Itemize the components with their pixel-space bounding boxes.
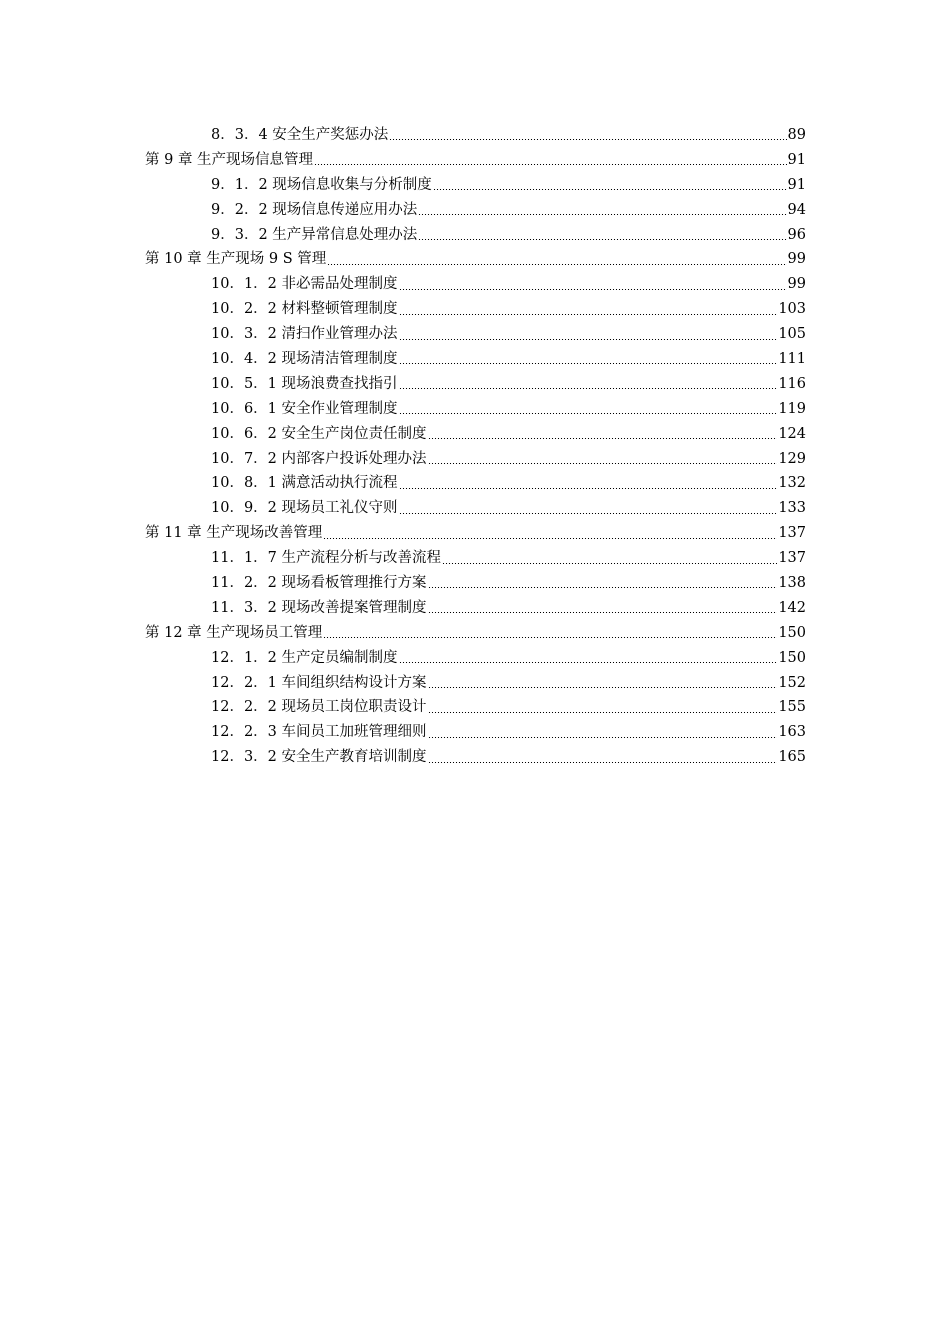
dot-leader — [399, 314, 778, 315]
toc-entry[interactable] — [0, 447, 950, 472]
toc-entry[interactable] — [0, 671, 950, 696]
toc-entry[interactable] — [0, 173, 950, 198]
toc-entry-label: 12．2．2 现场员工岗位职责设计 — [211, 699, 427, 716]
toc-entry-label: 10．6．2 安全生产岗位责任制度 — [211, 425, 427, 442]
toc-entry[interactable] — [0, 272, 950, 297]
toc-entry-label: 9．1．2 现场信息收集与分析制度 — [211, 176, 432, 193]
toc-entry-page: 142 — [778, 599, 806, 616]
dot-leader — [323, 538, 777, 539]
toc-entry-page: 105 — [778, 326, 806, 343]
toc-entry-label: 11．3．2 现场改善提案管理制度 — [211, 599, 427, 616]
toc-entry-page: 138 — [778, 575, 806, 592]
toc-entry-label: 10．3．2 清扫作业管理办法 — [211, 326, 398, 343]
toc-entry-page: 163 — [778, 724, 806, 741]
toc-entry[interactable] — [0, 596, 950, 621]
toc-entry-page: 150 — [778, 624, 806, 641]
dot-leader — [399, 388, 778, 389]
dot-leader — [399, 488, 778, 489]
dot-leader — [399, 413, 778, 414]
toc-entry-label: 10．8．1 满意活动执行流程 — [211, 475, 398, 492]
dot-leader — [399, 662, 778, 663]
toc-entry-label: 第 11 章 生产现场改善管理 — [145, 525, 323, 542]
toc-entry-page: 119 — [778, 400, 806, 417]
toc-entry[interactable] — [0, 297, 950, 322]
toc-chapter[interactable] — [0, 621, 950, 646]
toc-entry-label: 10．5．1 现场浪费查找指引 — [211, 375, 398, 392]
toc-entry[interactable] — [0, 496, 950, 521]
toc-entry[interactable] — [0, 745, 950, 770]
dot-leader — [428, 463, 778, 464]
toc-entry-page: 96 — [787, 226, 806, 243]
toc-entry[interactable] — [0, 372, 950, 397]
toc-entry[interactable] — [0, 571, 950, 596]
toc-entry-page: 99 — [787, 276, 806, 293]
toc-entry-label: 第 9 章 生产现场信息管理 — [145, 151, 314, 168]
toc-entry-page: 111 — [778, 351, 806, 368]
toc-entry-page: 137 — [778, 525, 806, 542]
toc-entry-page: 99 — [787, 251, 806, 268]
dot-leader — [418, 214, 786, 215]
toc-entry[interactable] — [0, 422, 950, 447]
toc-entry-page: 165 — [778, 749, 806, 766]
dot-leader — [314, 164, 786, 165]
dot-leader — [399, 289, 787, 290]
toc-entry-label: 12．1．2 生产定员编制制度 — [211, 649, 398, 666]
dot-leader — [389, 139, 786, 140]
toc-entry-label: 11．2．2 现场看板管理推行方案 — [211, 575, 427, 592]
dot-leader — [428, 587, 778, 588]
table-of-contents — [0, 123, 950, 770]
dot-leader — [399, 513, 778, 514]
dot-leader — [428, 612, 778, 613]
toc-entry-page: 150 — [778, 649, 806, 666]
toc-entry-page: 103 — [778, 301, 806, 318]
toc-entry[interactable] — [0, 347, 950, 372]
toc-entry[interactable] — [0, 720, 950, 745]
toc-entry-label: 10．7．2 内部客户投诉处理办法 — [211, 450, 427, 467]
toc-entry-page: 155 — [778, 699, 806, 716]
dot-leader — [428, 762, 778, 763]
toc-entry-label: 12．2．1 车间组织结构设计方案 — [211, 674, 427, 691]
toc-entry-page: 116 — [778, 375, 806, 392]
toc-entry[interactable] — [0, 223, 950, 248]
dot-leader — [433, 189, 787, 190]
dot-leader — [428, 438, 778, 439]
toc-entry-label: 12．2．3 车间员工加班管理细则 — [211, 724, 427, 741]
toc-entry-label: 10．4．2 现场清洁管理制度 — [211, 351, 398, 368]
toc-entry-page: 137 — [778, 550, 806, 567]
toc-entry-label: 10．2．2 材料整顿管理制度 — [211, 301, 398, 318]
toc-entry-page: 91 — [787, 151, 806, 168]
dot-leader — [399, 339, 778, 340]
toc-chapter[interactable] — [0, 247, 950, 272]
toc-entry-page: 152 — [778, 674, 806, 691]
toc-entry-label: 10．9．2 现场员工礼仪守则 — [211, 500, 398, 517]
toc-entry-label: 10．6．1 安全作业管理制度 — [211, 400, 398, 417]
dot-leader — [428, 737, 778, 738]
toc-entry[interactable] — [0, 471, 950, 496]
dot-leader — [428, 712, 778, 713]
toc-entry[interactable] — [0, 695, 950, 720]
toc-entry-label: 9．3．2 生产异常信息处理办法 — [211, 226, 418, 243]
toc-chapter[interactable] — [0, 521, 950, 546]
toc-entry-label: 11．1．7 生产流程分析与改善流程 — [211, 550, 442, 567]
toc-entry[interactable] — [0, 322, 950, 347]
toc-entry-page: 124 — [778, 425, 806, 442]
dot-leader — [428, 687, 778, 688]
toc-entry-page: 91 — [787, 176, 806, 193]
toc-entry-label: 第 12 章 生产现场员工管理 — [145, 624, 323, 641]
toc-entry-label: 8．3．4 安全生产奖惩办法 — [211, 127, 389, 143]
dot-leader — [327, 264, 786, 265]
toc-entry-label: 9．2．2 现场信息传递应用办法 — [211, 201, 418, 218]
dot-leader — [442, 563, 777, 564]
toc-chapter[interactable] — [0, 148, 950, 173]
toc-entry[interactable] — [0, 546, 950, 571]
toc-entry[interactable] — [0, 123, 950, 148]
dot-leader — [323, 637, 777, 638]
toc-entry[interactable] — [0, 646, 950, 671]
toc-entry-page: 133 — [778, 500, 806, 517]
toc-entry[interactable] — [0, 198, 950, 223]
toc-entry-label: 10．1．2 非必需品处理制度 — [211, 276, 398, 293]
dot-leader — [399, 363, 778, 364]
toc-entry-page: 129 — [778, 450, 806, 467]
toc-entry-page: 132 — [778, 475, 806, 492]
toc-entry-page: 94 — [787, 201, 806, 218]
dot-leader — [418, 239, 786, 240]
toc-entry-label: 12．3．2 安全生产教育培训制度 — [211, 749, 427, 766]
toc-entry[interactable] — [0, 397, 950, 422]
toc-entry-label: 第 10 章 生产现场 9 S 管理 — [145, 251, 327, 268]
toc-entry-page: 89 — [787, 127, 806, 143]
